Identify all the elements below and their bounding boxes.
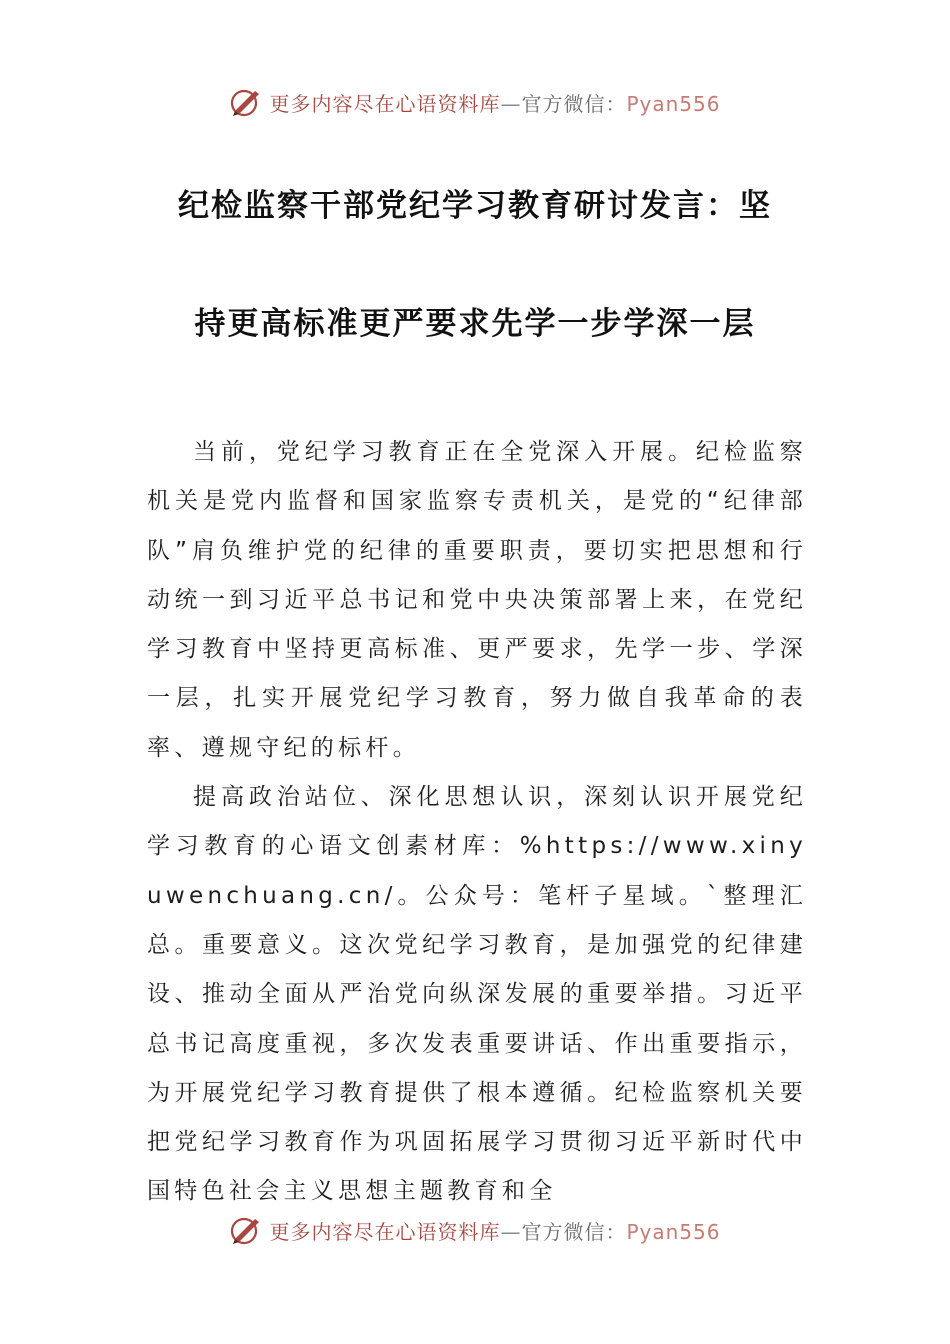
document-title-line-2: 持更高标准更严要求先学一步学深一层: [194, 306, 756, 342]
pen-logo-icon: [229, 85, 263, 119]
document-title-line-1: 纪检监察干部党纪学习教育研讨发言：坚: [178, 188, 772, 224]
paragraph: 当前，党纪学习教育正在全党深入开展。纪检监察机关是党内监督和国家监察专责机关，是党的“纪律部队”肩负维护党的纪律的重要职责，要切实把思想和行动统一到习近平总书记和党中央决策部署上来，在党纪学习教育中坚持更高标准、更严要求，先学一步、学深一层，扎实开展党纪学习教育，努力做自我革命的表率、遵规守纪的标杆。: [147, 439, 807, 761]
banner-text: [269, 88, 720, 117]
paragraph: 提高政治站位、深化思想认识，深刻认识开展党纪学习教育的心语文创素材库：%https://www.xinyuwenchuang.cn/。公众号：笔杆子星域。`整理汇总。重要意义。这次党纪学习教育，是加强党的纪律建设、推动全面从严治党向纵深发展的重要举措。习近平总书记高度重视，多次发表重要讲话、作出重要指示，为开展党纪学习教育提供了根本遵循。纪检监察机关要把党纪学习教育作为巩固拓展学习贯彻习近平新时代中国特色社会主义思想主题教育和全: [147, 784, 807, 1205]
banner-separator: —: [500, 91, 522, 116]
banner-wechat-id: Pyan556: [626, 91, 721, 116]
footer-banner: [0, 1210, 950, 1250]
header-banner: [0, 82, 950, 122]
document-body: [147, 428, 807, 1217]
pen-logo-icon: [229, 1213, 263, 1247]
banner-slogan: 更多内容尽在心语资料库: [269, 1219, 501, 1244]
banner-wechat-id: Pyan556: [626, 1219, 721, 1244]
banner-wechat-label: 官方微信：: [521, 1219, 627, 1244]
banner-wechat-label: 官方微信：: [521, 91, 627, 116]
banner-slogan: 更多内容尽在心语资料库: [269, 91, 501, 116]
banner-text: [269, 1216, 720, 1245]
banner-separator: —: [500, 1219, 522, 1244]
